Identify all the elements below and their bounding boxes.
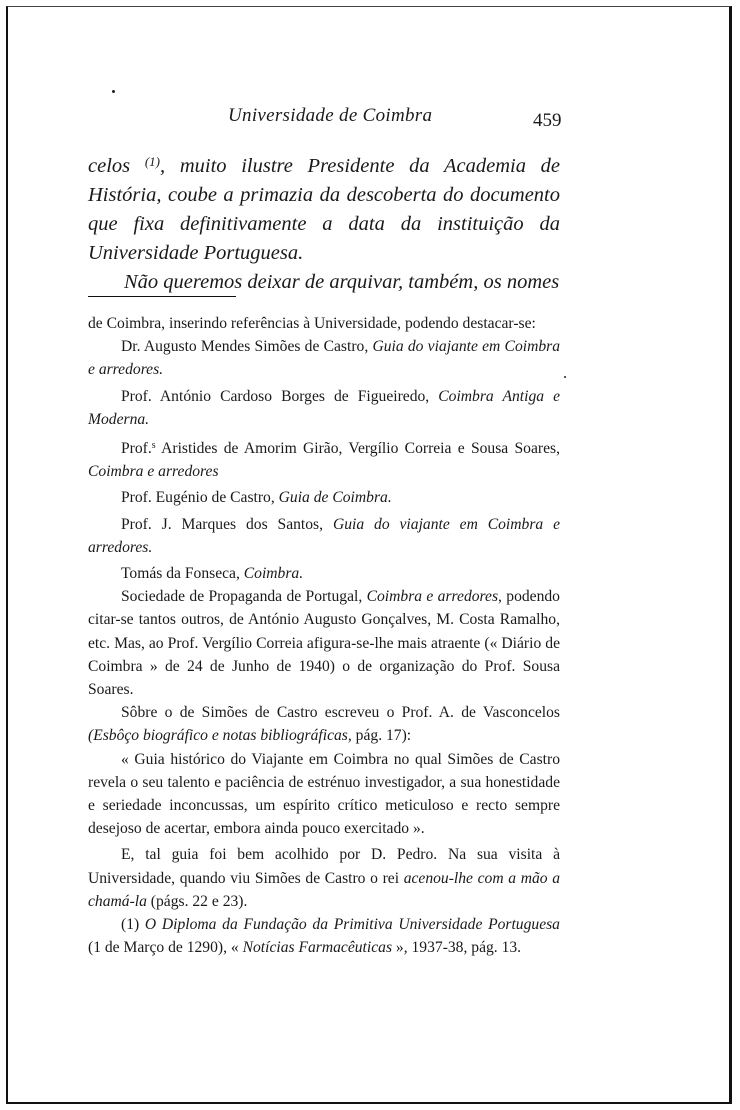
reference-item: Prof. J. Marques dos Santos, Guia do viajante em Coimbra e arredores. <box>88 515 560 556</box>
footnote: (1) O Diploma da Fundação da Primitiva Universidade Portuguesa (1 de Março de 1290), « Notícias Farmacêuticas », 1937-38, pág. 13. <box>88 916 560 957</box>
footnote-mark: (1) <box>121 916 140 934</box>
paragraph-continuation: celos $^{(1)}$, muito ilustre Presidente da Academia de História, coube a primazia da descoberta do documento que fixa definitivamente a data da instituição da Universidade Portuguesa. <box>88 154 560 264</box>
footnote-separator-rule <box>88 296 236 297</box>
sociedade-paragraph: Sociedade de Propaganda de Portugal, Coimbra e arredores, podendo citar-se tantos outros, de António Augusto Gonçalves, M. Costa Ramalho, etc. Mas, ao Prof. Vergílio Correia afigura-se-lhe mais atraente (« Diário de Coimbra » de 24 de Junho de 1940) o de organização do Prof. Sousa Soares. <box>88 588 560 699</box>
quote-paragraph: « Guia histórico do Viajante em Coimbra no qual Simões de Castro revela o seu talento e paciência de estrénuo investigador, a sua honestidade e seriedade inconcussas, um espírito crítico meticuloso e recto sempre desejoso de acertar, embora ainda pouco exercitado ». <box>88 750 560 838</box>
reference-item: Prof. Eugénio de Castro, Guia de Coimbra. <box>121 489 392 507</box>
running-title: Universidade de Coimbra <box>228 105 433 126</box>
page-number: 459 <box>533 110 562 131</box>
scan-speck <box>564 376 566 378</box>
running-header <box>0 105 740 135</box>
footnotes-block <box>88 312 560 959</box>
reference-item: Prof.$^s$ Aristides de Amorim Girão, Vergílio Correia e Sousa Soares, Coimbra e arredores <box>88 440 560 481</box>
scan-speck <box>112 90 115 93</box>
footnote-reference: (1) <box>144 154 160 169</box>
reference-item: Prof. António Cardoso Borges de Figueiredo, Coimbra Antiga e Moderna. <box>88 387 560 428</box>
reference-item: Dr. Augusto Mendes Simões de Castro, Guia do viajante em Coimbra e arredores. <box>88 338 560 379</box>
pedro-paragraph: E, tal guia foi bem acolhido por D. Pedro. Na sua visita à Universidade, quando viu Simões de Castro o rei acenou-lhe com a mão a chamá-la (págs. 22 e 23). <box>88 846 560 910</box>
paragraph: Não queremos deixar de arquivar, também, os nomes <box>124 271 560 293</box>
reference-item: Tomás da Fonseca, Coimbra. <box>121 565 304 583</box>
notes-intro: de Coimbra, inserindo referências à Universidade, podendo destacar-se: <box>88 315 536 332</box>
sobre-paragraph: Sôbre o de Simões de Castro escreveu o Prof. A. de Vasconcelos (Esbôço biográfico e notas bibliográficas, pág. 17): <box>88 704 560 745</box>
main-body-text <box>88 147 560 297</box>
